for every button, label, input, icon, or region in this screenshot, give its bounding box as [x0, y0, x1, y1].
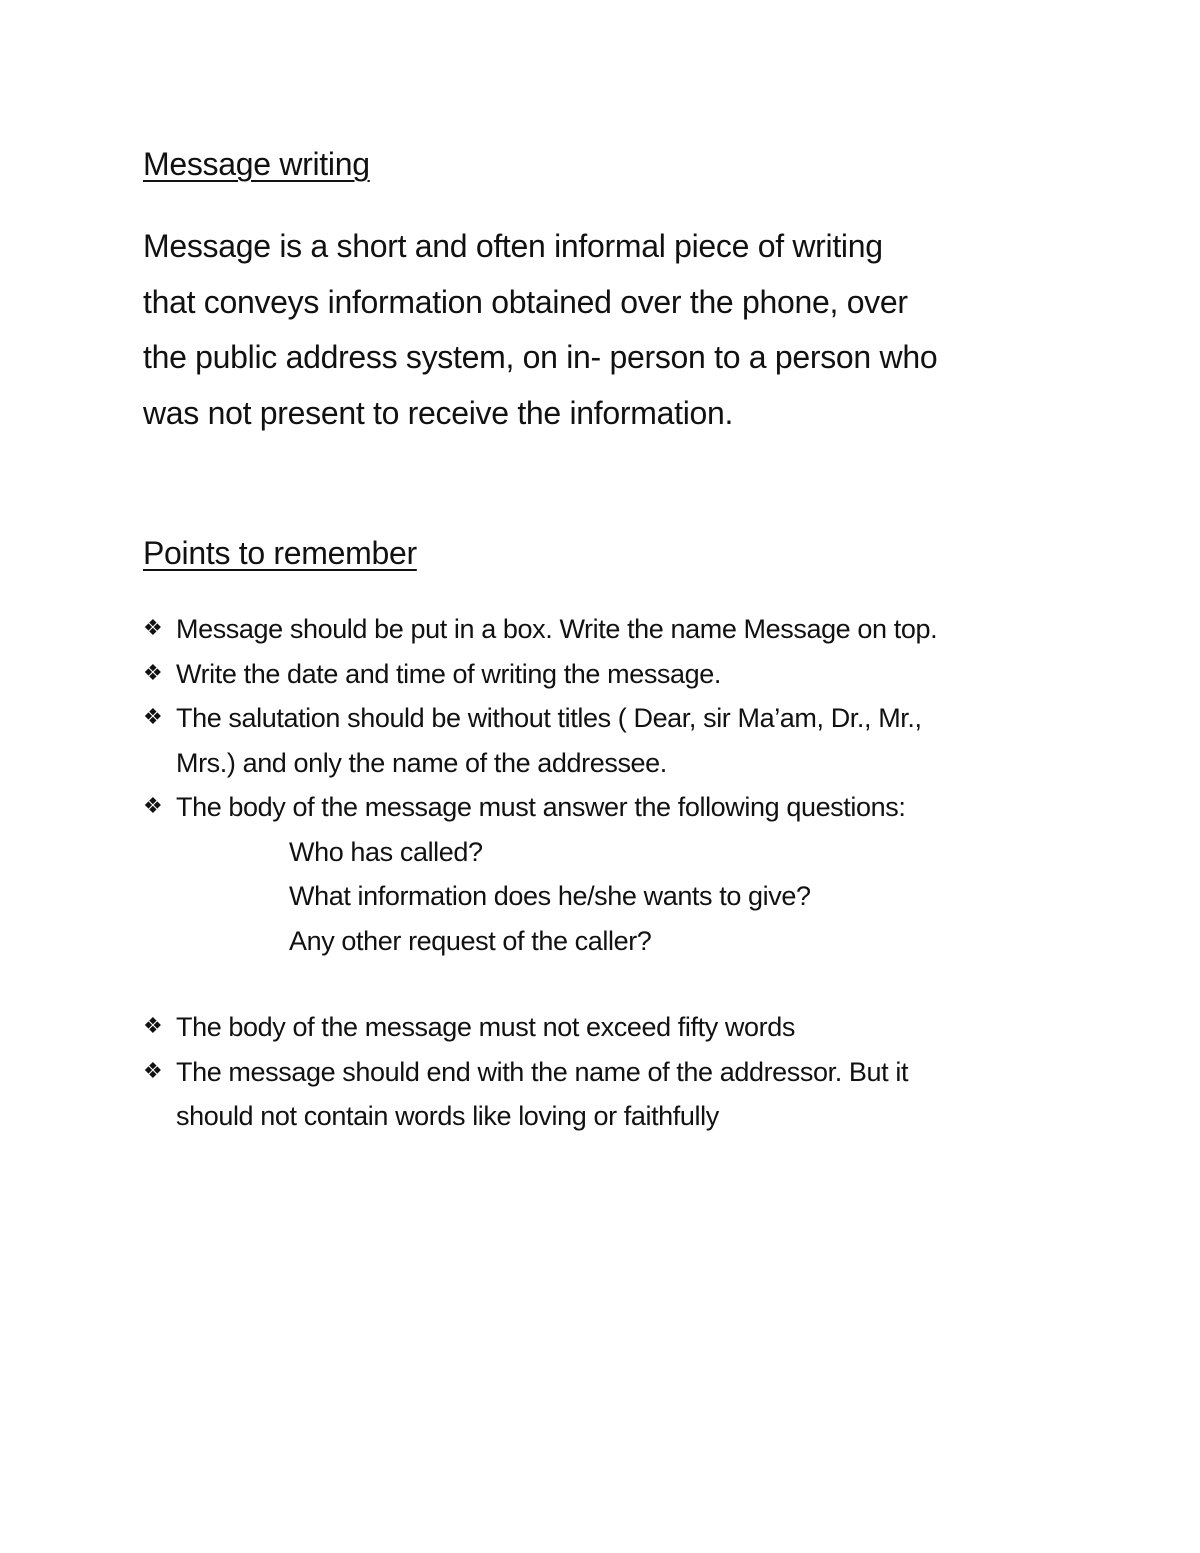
points-heading: Points to remember [143, 535, 417, 571]
list-item-text: The body of the message must answer the following questions: [176, 792, 906, 822]
definition-line: was not present to receive the information. [143, 394, 734, 431]
sub-question: Any other request of the caller? [289, 925, 652, 956]
definition-paragraph [143, 219, 1093, 441]
diamond-quad-icon: ❖ [143, 794, 163, 819]
list-item [143, 696, 1103, 741]
definition-line: Message is a short and often informal piece of writing [143, 228, 883, 264]
diamond-quad-icon: ❖ [143, 1058, 163, 1084]
diamond-quad-icon: ❖ [143, 1014, 163, 1039]
list-item [143, 1005, 1103, 1050]
list-item [143, 607, 1103, 652]
sub-question: What information does he/she wants to give? [289, 881, 811, 911]
diamond-quad-icon: ❖ [143, 705, 163, 730]
definition-line: that conveys information obtained over the phone, over [143, 283, 908, 320]
points-list [143, 607, 1103, 1139]
diamond-quad-icon: ❖ [143, 616, 163, 641]
list-item-text: Write the date and time of writing the message. [176, 658, 721, 689]
definition-line: the public address system, on in- person to a person who [143, 339, 938, 375]
list-item [143, 652, 1103, 697]
sub-question: Who has called? [289, 836, 483, 867]
spacer [143, 963, 1103, 1005]
list-item-continuation: Mrs.) and only the name of the addressee. [176, 747, 667, 778]
list-item-text: The message should end with the name of the addressor. But it [176, 1056, 909, 1087]
page-title: Message writing [143, 146, 370, 182]
list-item-text: Message should be put in a box. Write the name Message on top. [176, 614, 938, 644]
list-item-text: The salutation should be without titles ( Dear, sir Ma’am, Dr., Mr., [176, 703, 922, 733]
list-item [143, 785, 1103, 830]
list-item-continuation: should not contain words like loving or faithfully [176, 1101, 719, 1131]
diamond-quad-icon: ❖ [143, 660, 163, 686]
list-item [143, 1050, 1103, 1095]
list-item-text: The body of the message must not exceed fifty words [176, 1012, 795, 1042]
